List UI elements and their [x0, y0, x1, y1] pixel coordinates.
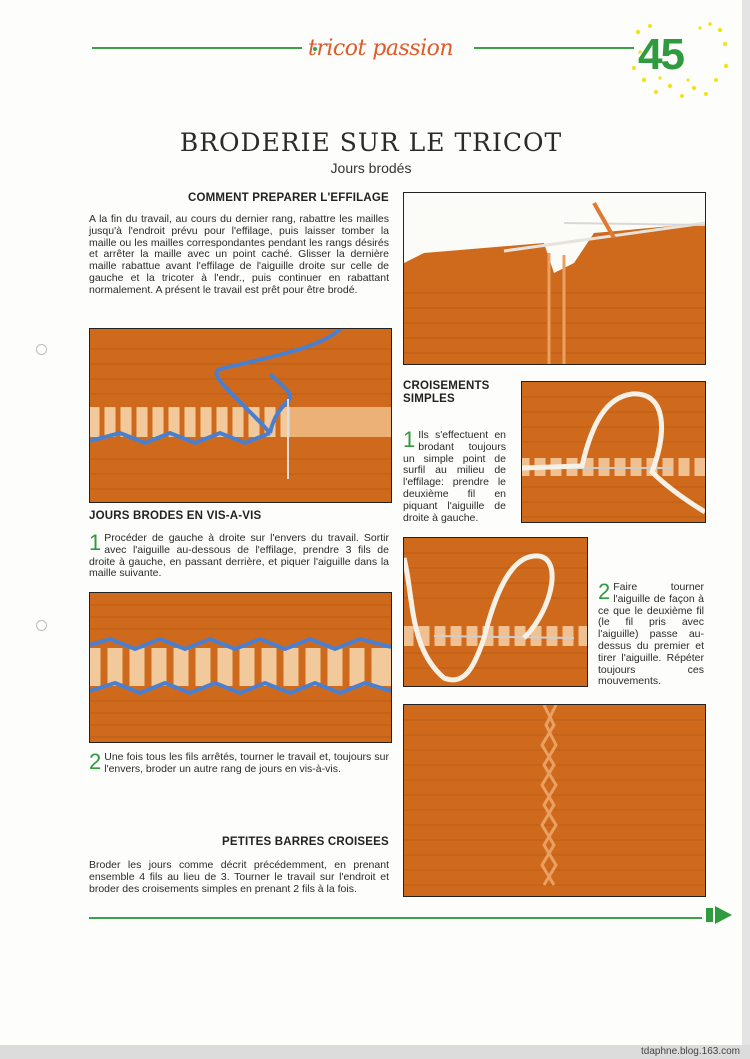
text-croisements-step2-body: Faire tourner l'aiguille de façon à ce que le deuxième fil (le fil pris avec l'aiguille) passe au-dessus du premier et tirer l'aiguille. Répéter toujours ces mouvements. [598, 581, 704, 688]
text-croisements-step2 [598, 579, 704, 688]
text-vis-a-vis-step2 [89, 749, 389, 776]
text-croisements-step1 [403, 427, 506, 524]
photo-effilage [403, 192, 706, 365]
photo-croisements-finished [403, 704, 706, 897]
heading-croisements: CROISEMENTS SIMPLES [403, 380, 490, 405]
photo-croisements-step1 [521, 381, 706, 523]
text-croisements-step1-body: Ils s'effectuent en brodant toujours un simple point de surfil au milieu de l'effilage: prendre le deuxième fil en piquant l'aiguille de droite à gauche. [403, 429, 506, 524]
page-number: 45 [638, 30, 683, 79]
photo-vis-a-vis-step1 [89, 328, 392, 503]
header-rule-right [474, 47, 634, 49]
page-subtitle: Jours brodés [330, 160, 412, 176]
photo-croisements-step2 [403, 537, 588, 687]
heading-vis-a-vis: JOURS BRODES EN VIS-A-VIS [89, 510, 262, 522]
text-barres: Broder les jours comme décrit précédemment, en prenant ensemble 4 fils au lieu de 3. Tourner le travail sur l'endroit et broder des croisements simples en prenant 2 fils à la fois. [89, 859, 389, 895]
step-number-1: 1 [403, 427, 416, 452]
footer-strip [0, 1045, 750, 1059]
binder-hole [36, 344, 47, 355]
text-vis-a-vis-step2-body: Une fois tous les fils arrêtés, tourner le travail et, toujours sur l'envers, broder un autre rang de jours en vis-à-vis. [104, 751, 389, 775]
text-preparer: A la fin du travail, au cours du dernier rang, rabattre les mailles jusqu'à l'endroit prévu pour l'effilage, puis laisser tomber la maille ou les mailles correspondantes pendant les rangs désirés et arrêter la maille avec un point caché. Glisser la dernière maille rabattue avant l'effilage de l'aiguille droite sur celle de gauche et la tricoter à l'endr., puis continuer en rabattant normalement. A présent le travail est prêt pour être brodé. [89, 213, 389, 296]
header-rule-left [92, 47, 302, 49]
page-title: BRODERIE SUR LE TRICOT [179, 128, 563, 157]
footer-credit: tdaphne.blog.163.com [641, 1046, 740, 1057]
footer-rule [89, 917, 702, 919]
brand-title: tricot passion [308, 36, 454, 61]
page-edge [742, 0, 750, 1045]
text-vis-a-vis-step1 [89, 530, 389, 580]
step-number-2: 2 [89, 749, 102, 774]
next-page-arrow-icon [706, 906, 732, 924]
heading-barres: PETITES BARRES CROISEES [222, 836, 389, 848]
step-number-1: 1 [89, 530, 102, 555]
step-number-2: 2 [598, 579, 611, 604]
text-vis-a-vis-step1-body: Procéder de gauche à droite sur l'envers du travail. Sortir avec l'aiguille au-dessous de l'effilage, prendre 3 fils de droite à gauche, en passant derrière, et piquer l'aiguille dans la maille suivante. [89, 532, 389, 580]
photo-vis-a-vis-step2 [89, 592, 392, 743]
binder-hole [36, 620, 47, 631]
heading-preparer: COMMENT PREPARER L'EFFILAGE [188, 192, 389, 204]
